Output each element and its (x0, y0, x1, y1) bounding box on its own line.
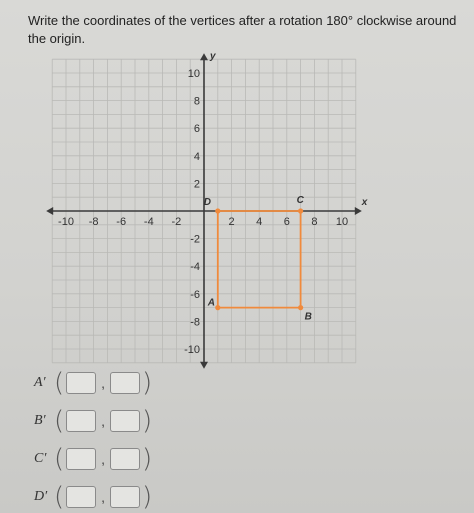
x-axis-label: x (361, 197, 368, 208)
vertex-d-point (215, 208, 220, 213)
y-tick-label: 4 (193, 150, 200, 163)
comma: , (101, 451, 106, 467)
y-axis-up-arrow (200, 53, 208, 60)
vertex-a-label: A (207, 297, 216, 309)
comma: , (101, 375, 106, 391)
open-paren: ( (54, 444, 65, 474)
comma: , (101, 489, 106, 505)
answer-label-b-prime: B′ (34, 413, 46, 428)
b-prime-y-input[interactable] (110, 410, 140, 432)
answer-row-b-prime (34, 406, 154, 436)
x-tick-label: -2 (171, 216, 182, 228)
y-tick-label: -2 (190, 233, 200, 246)
y-tick-label: -10 (184, 344, 200, 356)
y-tick-label: 10 (187, 68, 200, 80)
vertex-b-point (298, 305, 303, 310)
close-paren: ) (142, 444, 153, 474)
coordinate-grid (40, 51, 368, 358)
c-prime-y-input[interactable] (110, 448, 140, 470)
x-tick-label: 2 (228, 216, 235, 228)
answer-label-a-prime: A′ (34, 375, 46, 390)
x-axis-right-arrow (355, 207, 362, 215)
vertex-b-label: B (304, 311, 312, 323)
x-axis-left-arrow (46, 207, 53, 215)
d-prime-y-input[interactable] (110, 486, 140, 508)
vertex-a-point (215, 305, 220, 310)
y-tick-label: 8 (193, 95, 200, 108)
question-line-1: Write the coordinates of the vertices after a rotation 180° clockwise around (28, 13, 457, 28)
y-axis-down-arrow (200, 362, 208, 369)
open-paren: ( (54, 406, 65, 436)
x-tick-label: -4 (143, 216, 154, 228)
answer-label-d-prime: D′ (34, 489, 48, 504)
x-tick-label: 10 (335, 216, 349, 228)
answer-label-c-prime: C′ (34, 451, 47, 466)
x-tick-label: 6 (283, 216, 290, 228)
y-tick-label: -8 (190, 316, 200, 329)
point-labels (204, 195, 312, 323)
open-paren: ( (54, 368, 65, 398)
question-text (28, 12, 468, 48)
vertex-c-label: C (296, 195, 304, 206)
x-tick-label: 8 (311, 216, 318, 228)
y-tick-label: 2 (193, 178, 200, 191)
x-tick-label: -10 (58, 216, 74, 228)
x-tick-label: -8 (88, 216, 99, 228)
answer-row-d-prime (34, 482, 154, 512)
x-tick-label: 4 (256, 216, 263, 228)
y-axis-label: y (210, 51, 216, 63)
answer-row-a-prime (34, 368, 154, 398)
d-prime-x-input[interactable] (66, 486, 96, 508)
a-prime-x-input[interactable] (66, 372, 96, 394)
x-tick-label: -6 (116, 216, 127, 228)
answer-row-c-prime (34, 444, 154, 474)
open-paren: ( (54, 482, 65, 512)
y-tick-label: -4 (190, 261, 200, 274)
question-line-2: the origin. (28, 31, 86, 46)
c-prime-x-input[interactable] (66, 448, 96, 470)
vertex-c-point (298, 208, 303, 213)
comma: , (101, 413, 106, 429)
y-tick-label: 6 (193, 123, 200, 136)
b-prime-x-input[interactable] (66, 410, 96, 432)
close-paren: ) (142, 368, 153, 398)
vertex-d-label: D (203, 197, 212, 208)
close-paren: ) (142, 406, 153, 436)
a-prime-y-input[interactable] (110, 372, 140, 394)
y-tick-label: -6 (190, 288, 200, 301)
close-paren: ) (142, 482, 153, 512)
